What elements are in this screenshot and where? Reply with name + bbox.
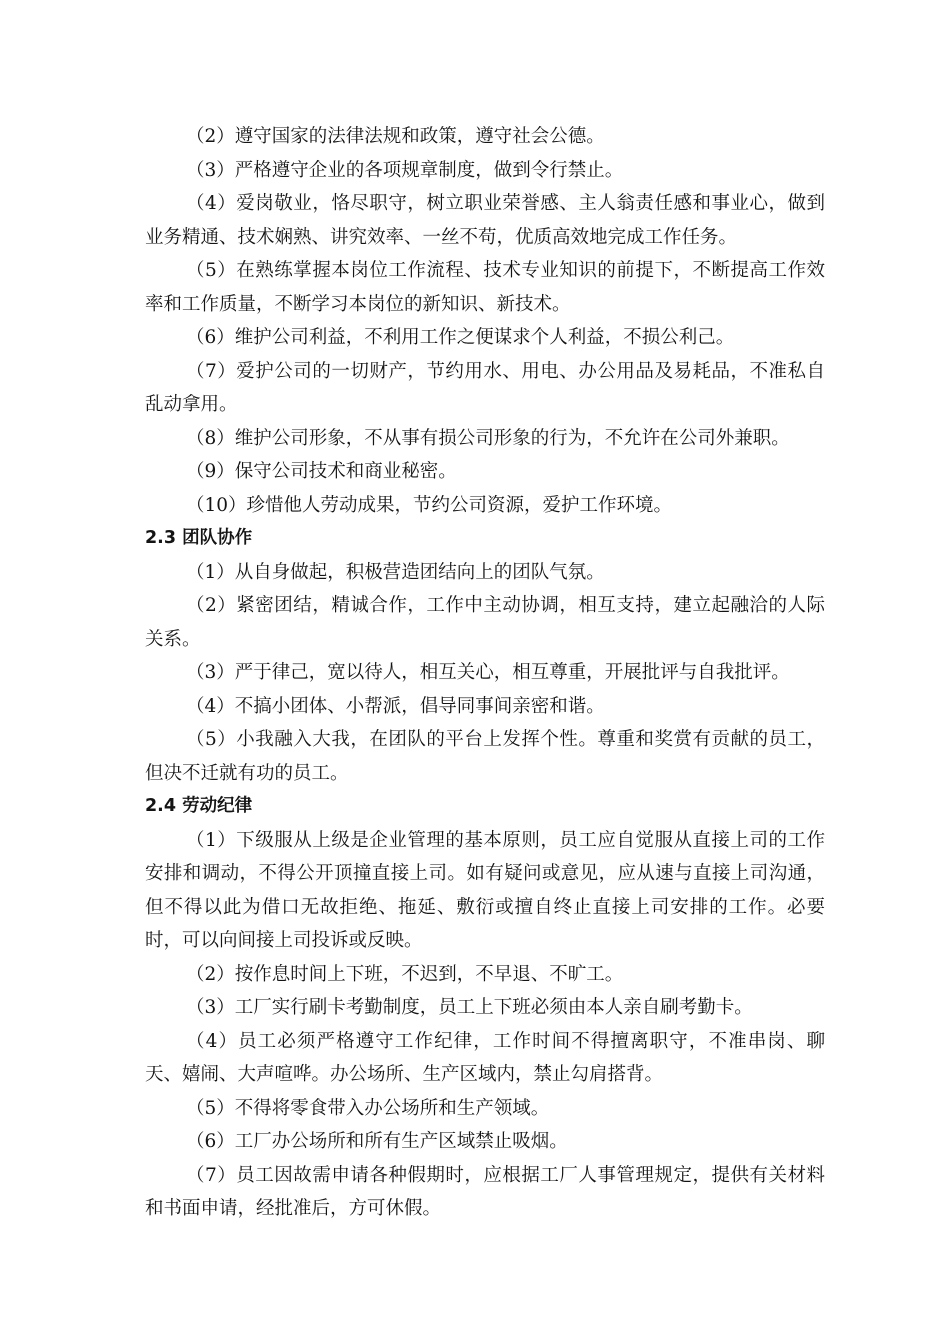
list-item: （2）遵守国家的法律法规和政策，遵守社会公德。 bbox=[186, 126, 605, 147]
list-item: （5）小我融入大我，在团队的平台上发挥个性。尊重和奖赏有贡献的员工，但决不迁就有功的员工。 bbox=[145, 729, 825, 784]
list-item: （3）严于律己，宽以待人，相互关心，相互尊重，开展批评与自我批评。 bbox=[186, 662, 790, 683]
list-item: （7）爱护公司的一切财产，节约用水、用电、办公用品及易耗品，不准私自乱动拿用。 bbox=[145, 360, 825, 415]
list-item: （5）在熟练掌握本岗位工作流程、技术专业知识的前提下，不断提高工作效率和工作质量，不断学习本岗位的新知识、新技术。 bbox=[145, 260, 825, 315]
list-item: （8）维护公司形象，不从事有损公司形象的行为，不允许在公司外兼职。 bbox=[186, 427, 790, 449]
document-body bbox=[145, 120, 825, 1226]
list-item: （10）珍惜他人劳动成果，节约公司资源，爱护工作环境。 bbox=[186, 494, 673, 516]
list-item: （6）工厂办公场所和所有生产区域禁止吸烟。 bbox=[186, 1131, 568, 1152]
list-item: （4）爱岗敬业，恪尽职守，树立职业荣誉感、主人翁责任感和事业心，做到业务精通、技术娴熟、讲究效率、一丝不苟，优质高效地完成工作任务。 bbox=[145, 193, 825, 248]
list-item: （4）不搞小团体、小帮派，倡导同事间亲密和谐。 bbox=[186, 695, 605, 717]
list-item: （4）员工必须严格遵守工作纪律，工作时间不得擅离职守，不准串岗、聊天、嬉闹、大声喧哗。办公场所、生产区域内，禁止勾肩搭背。 bbox=[145, 1030, 825, 1085]
list-item: （7）员工因故需申请各种假期时，应根据工厂人事管理规定，提供有关材料和书面申请，经批准后，方可休假。 bbox=[145, 1164, 825, 1219]
list-item: （5）不得将零食带入办公场所和生产领域。 bbox=[186, 1097, 550, 1119]
list-item: （9）保守公司技术和商业秘密。 bbox=[186, 461, 457, 482]
list-item: （3）严格遵守企业的各项规章制度，做到令行禁止。 bbox=[186, 159, 624, 181]
list-item: （2）紧密团结，精诚合作，工作中主动协调，相互支持，建立起融洽的人际关系。 bbox=[145, 595, 825, 650]
list-item: （2）按作息时间上下班，不迟到，不早退、不旷工。 bbox=[186, 963, 624, 985]
list-item: （6）维护公司利益，不利用工作之便谋求个人利益，不损公利己。 bbox=[186, 327, 735, 348]
list-item: （1）从自身做起，积极营造团结向上的团队气氛。 bbox=[186, 561, 605, 583]
section-heading-team-collaboration: 2.3 团队协作 bbox=[145, 528, 253, 548]
list-item: （3）工厂实行刷卡考勤制度，员工上下班必须由本人亲自刷考勤卡。 bbox=[186, 997, 753, 1018]
section-heading-labor-discipline: 2.4 劳动纪律 bbox=[145, 796, 253, 816]
list-item: （1）下级服从上级是企业管理的基本原则，员工应自觉服从直接上司的工作安排和调动，不得公开顶撞直接上司。如有疑问或意见，应从速与直接上司沟通，但不得以此为借口无故拒绝、拖延、敷衍或擅自终止直接上司安排的工作。必要时，可以向间接上司投诉或反映。 bbox=[145, 829, 825, 951]
